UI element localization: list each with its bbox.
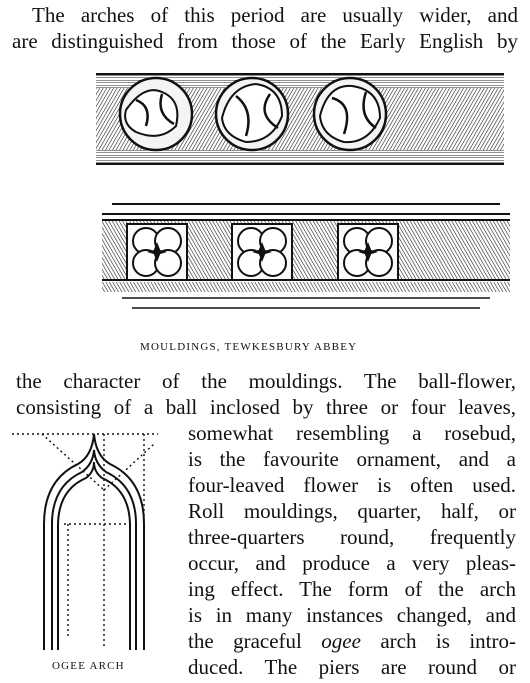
body-line-1: the character of the mouldings. The ball-flower,: [16, 369, 516, 393]
side-line-5: three-quarters round, frequently: [188, 525, 516, 549]
ogee-line-before: the graceful: [188, 629, 322, 653]
side-line-6: occur, and produce a very pleas-: [188, 551, 516, 575]
ogee-line-after: arch is intro-: [360, 629, 516, 653]
side-line-3: four-leaved flower is often used.: [188, 473, 516, 497]
ball-flower-moulding-illustration: [96, 70, 504, 168]
four-leaved-flower-3: [338, 224, 398, 280]
intro-line-2: are distinguished from those of the Early English by: [12, 29, 518, 53]
four-leaved-flower-moulding-illustration: [102, 198, 510, 316]
side-line-7: ing effect. The form of the arch: [188, 577, 516, 601]
body-line-2: consisting of a ball inclosed by three or four leaves,: [16, 395, 516, 419]
ogee-arch-diagram: [6, 428, 182, 654]
ball-flower-1: [120, 78, 192, 150]
side-line-8: is in many instances changed, and: [188, 603, 516, 627]
four-leaved-flower-1: [127, 224, 187, 280]
ogee-arch-caption: OGEE ARCH: [52, 660, 125, 672]
mouldings-caption: MOULDINGS, TEWKESBURY ABBEY: [140, 341, 358, 353]
four-leaved-flower-2: [232, 224, 292, 280]
ogee-word: ogee: [321, 629, 361, 653]
intro-line-1: The arches of this period are usually wider, and: [32, 3, 518, 27]
ball-flower-3: [314, 78, 386, 150]
side-line-2: is the favourite ornament, and a: [188, 447, 516, 471]
side-line-4: Roll mouldings, quarter, half, or: [188, 499, 516, 523]
ball-flower-2: [216, 78, 288, 150]
side-line-1: somewhat resembling a rosebud,: [188, 421, 516, 445]
side-line-last: duced. The piers are round or: [188, 655, 516, 679]
